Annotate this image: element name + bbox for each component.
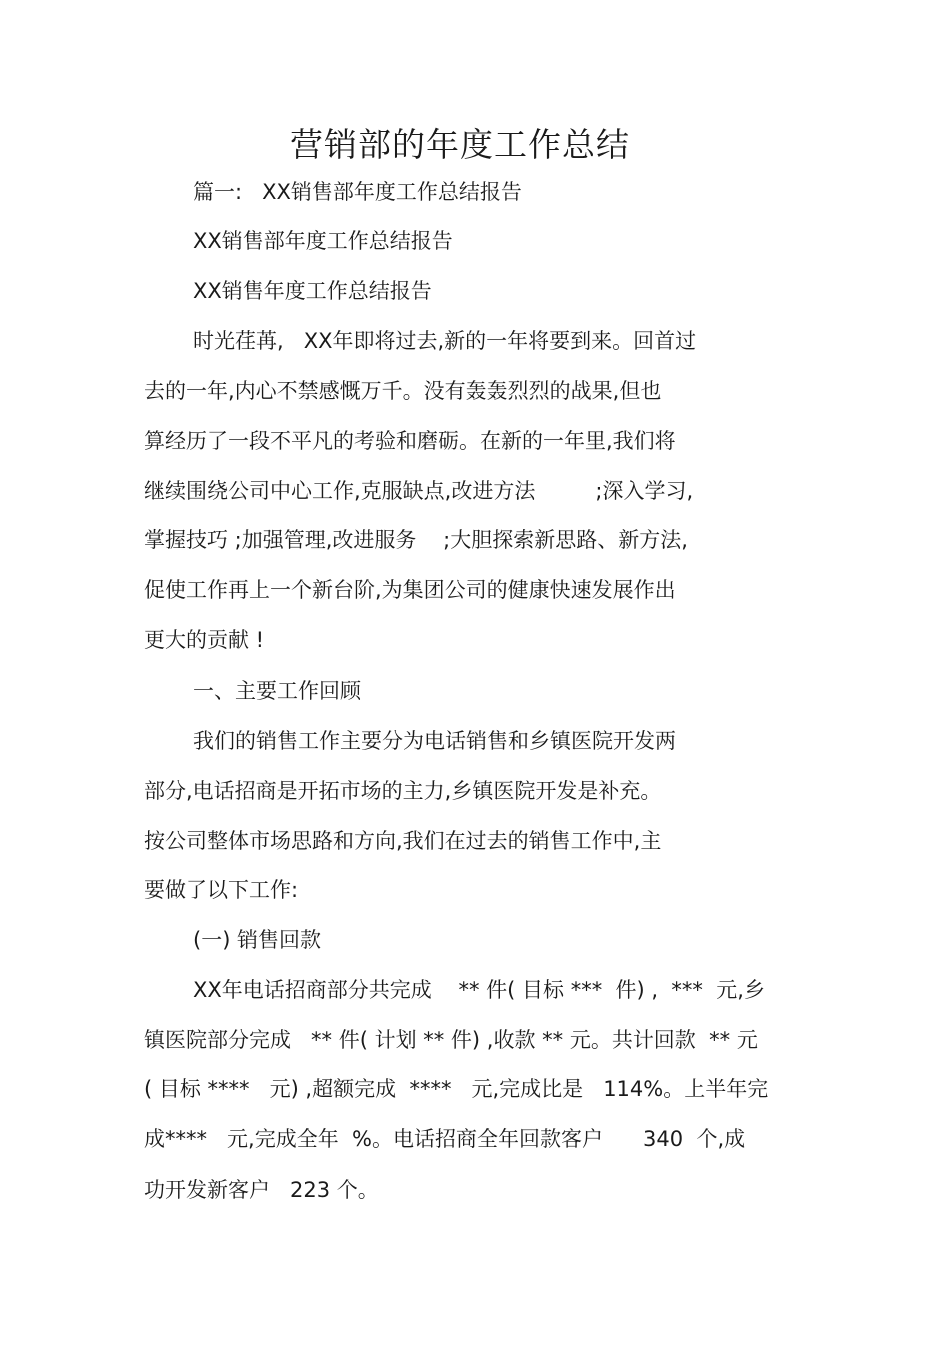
paragraph-line: 促使工作再上一个新台阶,为集团公司的健康快速发展作出	[144, 578, 676, 602]
paragraph-line: XX销售年度工作总结报告	[193, 279, 432, 303]
paragraph-line: 篇一: XX销售部年度工作总结报告	[193, 180, 522, 204]
paragraph-line: 按公司整体市场思路和方向,我们在过去的销售工作中,主	[144, 829, 662, 853]
paragraph-line: 成**** 元,完成全年 %。电话招商全年回款客户 340 个,成	[144, 1127, 746, 1151]
paragraph-line: 时光荏苒, XX年即将过去,新的一年将要到来。回首过	[193, 329, 697, 353]
paragraph-line: 掌握技巧 ;加强管理,改进服务 ;大胆探索新思路、新方法,	[144, 528, 688, 552]
section-heading: 一、主要工作回顾	[193, 679, 361, 703]
paragraph-line: 更大的贡献 !	[144, 628, 265, 652]
paragraph-line: 去的一年,内心不禁感慨万千。没有轰轰烈烈的战果,但也	[144, 379, 662, 403]
subsection-heading: (一) 销售回款	[193, 928, 322, 952]
paragraph-line: 继续围绕公司中心工作,克服缺点,改进方法 ;深入学习,	[144, 479, 694, 503]
paragraph-line: 要做了以下工作:	[144, 878, 299, 902]
document-title: 营销部的年度工作总结	[290, 125, 630, 164]
paragraph-line: ( 目标 **** 元) ,超额完成 **** 元,完成比是 114%。上半年完	[144, 1077, 769, 1101]
paragraph-line: 我们的销售工作主要分为电话销售和乡镇医院开发两	[193, 729, 676, 753]
paragraph-line: 部分,电话招商是开拓市场的主力,乡镇医院开发是补充。	[144, 779, 662, 803]
paragraph-line: XX年电话招商部分共完成 ** 件( 目标 *** 件) , *** 元,乡	[193, 978, 765, 1002]
paragraph-line: 功开发新客户 223 个。	[144, 1178, 379, 1202]
paragraph-line: XX销售部年度工作总结报告	[193, 229, 453, 253]
paragraph-line: 镇医院部分完成 ** 件( 计划 ** 件) ,收款 ** 元。共计回款 ** 元	[144, 1028, 758, 1052]
paragraph-line: 算经历了一段不平凡的考验和磨砺。在新的一年里,我们将	[144, 429, 676, 453]
